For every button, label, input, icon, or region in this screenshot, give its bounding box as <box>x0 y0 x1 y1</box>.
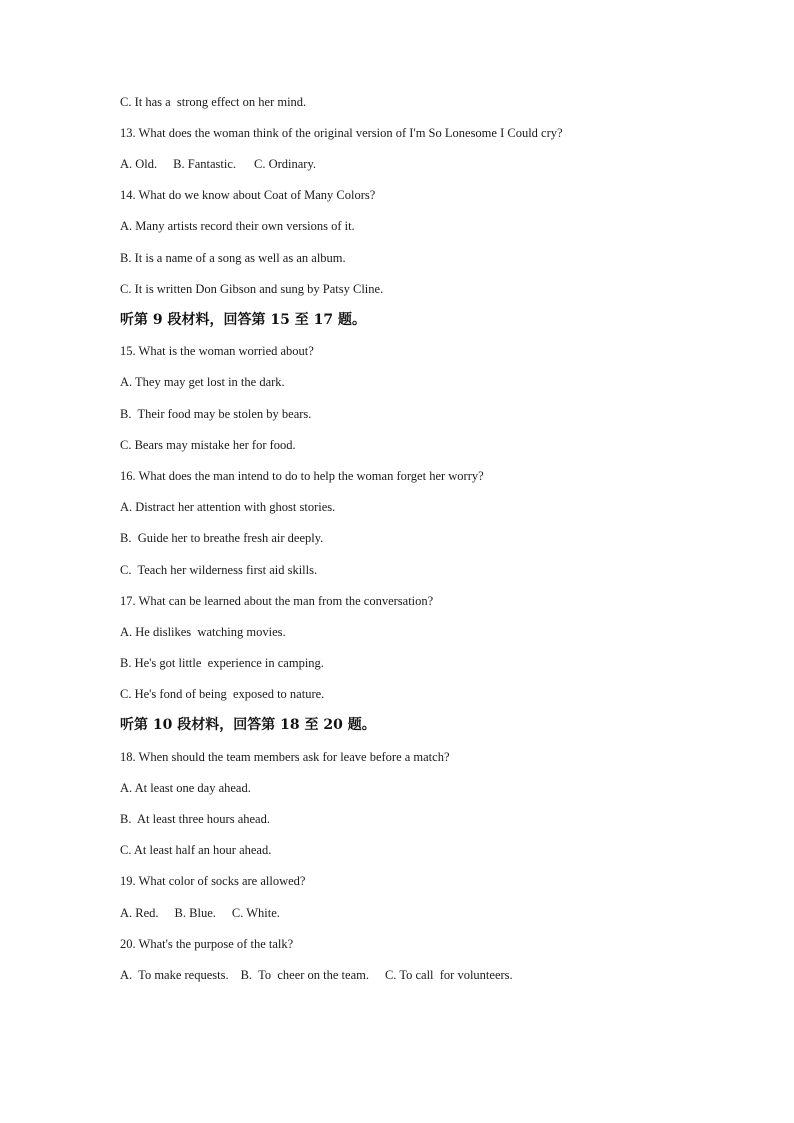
q12-option-c: C. It has a strong effect on her mind. <box>120 95 307 109</box>
q18-option-a: A. At least one day ahead. <box>120 781 251 795</box>
q20-option-b: B. To cheer on the team. <box>240 968 369 982</box>
q13-option-c: C. Ordinary. <box>254 157 317 171</box>
q14-option-c: C. It is written Don Gibson and sung by Patsy Cline. <box>120 282 384 296</box>
q13-question: 13. What does the woman think of the original version of I'm So Lonesome I Could cry? <box>120 126 563 140</box>
q19-options <box>120 905 280 921</box>
q18-option-c: C. At least half an hour ahead. <box>120 843 272 857</box>
q20-question: 20. What's the purpose of the talk? <box>120 937 294 951</box>
q15-option-c: C. Bears may mistake her for food. <box>120 438 296 452</box>
q17-option-a: A. He dislikes watching movies. <box>120 625 286 639</box>
q16-option-a: A. Distract her attention with ghost stories. <box>120 500 336 514</box>
q14-option-b: B. It is a name of a song as well as an album. <box>120 251 346 265</box>
q18-question: 18. When should the team members ask for leave before a match? <box>120 750 450 764</box>
q17-question: 17. What can be learned about the man from the conversation? <box>120 594 434 608</box>
q16-question: 16. What does the man intend to do to help the woman forget her worry? <box>120 469 484 483</box>
q14-option-a: A. Many artists record their own versions of it. <box>120 219 355 233</box>
q20-options <box>120 967 513 983</box>
q13-option-b: B. Fantastic. <box>173 157 236 171</box>
q16-option-b: B. Guide her to breathe fresh air deeply. <box>120 531 324 545</box>
q19-option-b: B. Blue. <box>174 906 216 920</box>
q15-option-b: B. Their food may be stolen by bears. <box>120 407 312 421</box>
q17-option-c: C. He's fond of being exposed to nature. <box>120 687 325 701</box>
q20-option-a: A. To make requests. <box>120 968 229 982</box>
q15-option-a: A. They may get lost in the dark. <box>120 375 285 389</box>
q20-option-c: C. To call for volunteers. <box>384 968 513 982</box>
q13-options <box>120 156 316 172</box>
q15-question: 15. What is the woman worried about? <box>120 344 314 358</box>
section-9-heading: 听第 9 段材料，回答第 15 至 17 题。 <box>120 312 366 328</box>
q19-option-a: A. Red. <box>120 906 159 920</box>
q17-option-b: B. He's got little experience in camping. <box>120 656 324 670</box>
q16-option-c: C. Teach her wilderness first aid skills. <box>120 563 318 577</box>
q18-option-b: B. At least three hours ahead. <box>120 812 270 826</box>
q19-option-c: C. White. <box>231 906 280 920</box>
q19-question: 19. What color of socks are allowed? <box>120 874 306 888</box>
q13-option-a: A. Old. <box>120 157 158 171</box>
q14-question: 14. What do we know about Coat of Many Colors? <box>120 188 376 202</box>
section-10-heading: 听第 10 段材料，回答第 18 至 20 题。 <box>120 717 376 733</box>
